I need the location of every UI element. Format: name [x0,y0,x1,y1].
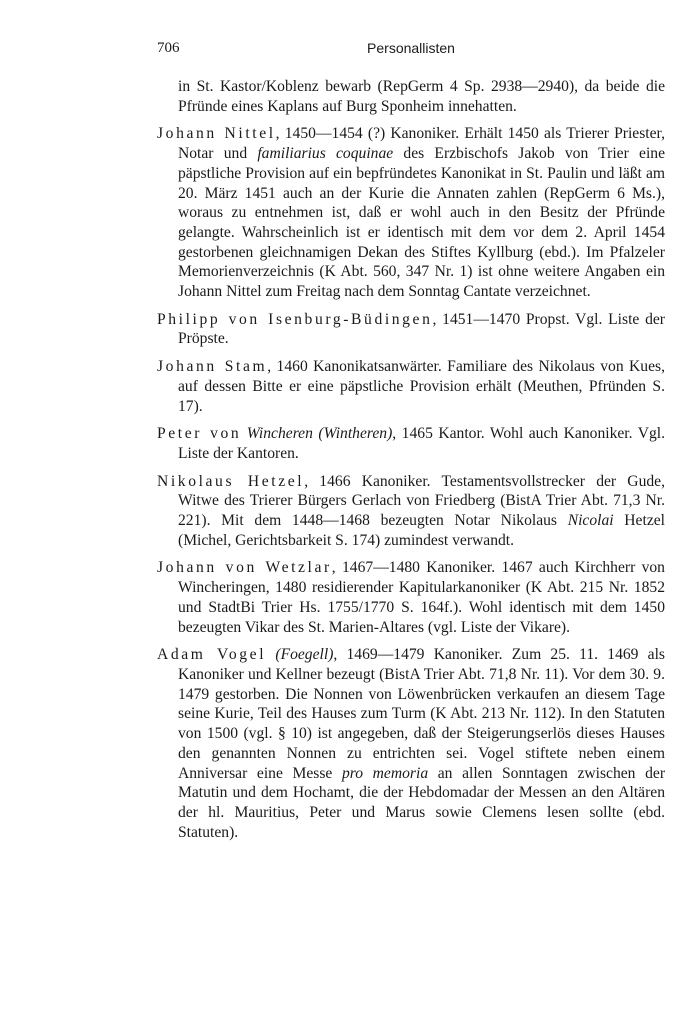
entry-name: Johann Nittel [157,125,276,143]
page-body [157,77,665,850]
entry-name: Peter von [157,425,242,443]
entry-nikolaus-hetzel [157,472,665,551]
entry-italic-text: pro memoria [341,764,429,782]
entry-text: Hetzel (Michel, Gerichtsbarkeit S. 174) zumindest verwandt. [178,512,665,549]
entry-text [266,646,275,663]
entry-name: Philipp von Isenburg-Büdingen [157,310,433,328]
entry-name: Johann Stam [157,358,268,376]
entry-peter-von-wincheren [157,424,665,463]
entry-name: Johann von Wetzlar [157,559,332,577]
entry-johann-von-wetzlar [157,558,665,637]
entry-text: , 1466 Kanoniker. Testamentsvollstrecker der Gude, Witwe des Trierer Bürgers Gerlach von Friedberg (BistA Trier Abt. 71,3 Nr. 221). Mit dem 1448—1468 bezeugten Notar Nikolaus [178,472,665,530]
entry-text: , 1450—1454 (?) Kanoniker. Erhält 1450 als Trierer Priester, Notar und [178,125,666,163]
entry-text: , 1467—1480 Kanoniker. 1467 auch Kirchherr von Wincheringen, 1480 residierender Kapitularkanoniker (K Abt. 215 Nr. 1852 und StadtBi Trier Hs. 1755/1770 S. 164f.). Wohl identisch mit dem 1450 bezeugten Vikar des St. Marien-Altares (vgl. Liste der Vikare). [178,559,665,636]
page-number: 706 [157,40,180,56]
running-title: Personallisten [367,40,455,56]
entry-text: , 1460 Kanonikatsanwärter. Familiare des Nikolaus von Kues, auf dessen Bitte er eine päpstliche Provision erhält (Meuthen, Pfründen S. 17). [178,358,665,415]
page-header [157,40,665,60]
entry-adam-vogel [157,645,665,842]
entry-johann-stam [157,357,665,416]
entry-name: Adam Vogel [157,646,267,664]
entry-text: des Erzbischofs Jakob von Trier eine päpstliche Provision auf ein bepfründetes Kanonikat in St. Paulin und läßt am 20. März 1451 auch an der Kurie die Annaten zahlen (RepGerm 6 Ms.), woraus zu entnehmen ist, daß er wohl auch in den Besitz der Pfründe gelangte. Wahrscheinlich ist er identisch mit dem vor dem 2. April 1454 gestorbenen gleichnamigen Dekan des Stiftes Kyllburg (ebd.). Im Pfalzeler Memorienverzeichnis (K Abt. 560, 347 Nr. 1) ist ohne weitere Angaben ein Johann Nittel zum Freitag nach dem Sonntag Cantate verzeichnet. [178,145,665,301]
entry-johann-nittel [157,124,665,301]
entry-philipp-von-isenburg [157,310,665,349]
entry-italic-text: Wincheren (Wintheren) [246,425,393,443]
entry-text: , 1465 Kantor. Wohl auch Kanoniker. Vgl. Liste der Kantoren. [178,425,666,462]
entry-italic-text: (Foegell) [275,646,334,664]
entry-italic-text: familiarius coquinae [257,145,394,163]
entry-italic-text: Nicolai [567,512,614,530]
continuation-paragraph: in St. Kastor/Koblenz bewarb (RepGerm 4 Sp. 2938—2940), da beide die Pfründe eines Kaplans auf Burg Sponheim innehatten. [178,78,665,115]
entry-text: an allen Sonntagen zwischen der Matutin und dem Hochamt, die der Hebdomadar der Messen an den Altären der hl. Mauritius, Peter und Marus sowie Clemens lesen sollte (ebd. Statuten). [178,764,666,841]
entry-text: , 1469—1479 Kanoniker. Zum 25. 11. 1469 als Kanoniker und Kellner bezeugt (BistA Trier Abt. 71,8 Nr. 11). Vor dem 30. 9. 1479 gestorben. Die Nonnen von Löwenbrücken verkaufen an diesem Tage seine Kurie, Teil des Hauses zum Turm (K Abt. 213 Nr. 112). In den Statuten von 1500 (vgl. § 10) ist angegeben, daß der Steigerungserlös dieses Hauses den genannten Nonnen zu entrichten sei. Vogel stiftete neben einem Anniversar eine Messe [178,646,665,782]
entry-text: , 1451—1470 Propst. Vgl. Liste der Pröpste. [178,310,665,348]
entry-name: Nikolaus Hetzel [157,472,305,490]
